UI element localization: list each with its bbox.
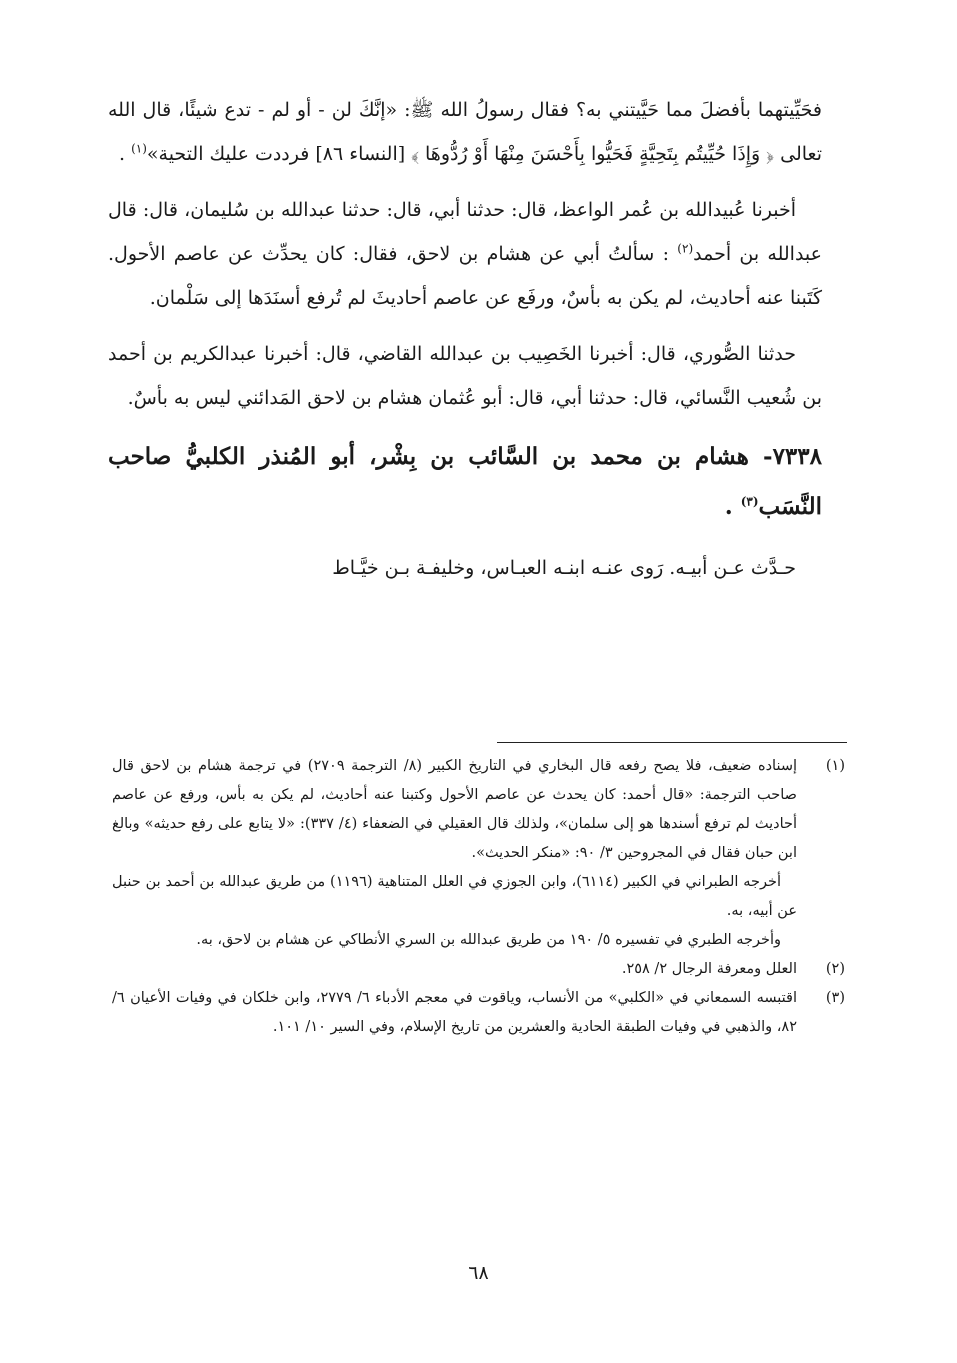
footnote-number: (٢)	[825, 961, 845, 977]
footnote-number: (١)	[825, 758, 845, 774]
footnote-2	[112, 955, 845, 984]
footnote-3	[112, 984, 845, 1042]
footnote-body	[112, 984, 797, 1042]
footnote-paragraph: وأخرجه الطبري في تفسيره ٥/ ١٩٠ من طريق عبدالله بن السري الأنطاكي عن هشام بن لاحق، به.	[196, 932, 781, 948]
footnote-separator	[497, 742, 847, 743]
paragraph-1-end: .	[118, 143, 132, 165]
footnote-ref-1[interactable]: (١)	[131, 141, 147, 156]
footnote-1	[112, 752, 845, 955]
paragraph-2-rest: : سألتُ أبي عن هشام بن لاحق، فقال: كان يحدِّث عن عاصم الأحول. كَتَبنا عنه أحاديث، لم يكن به بأسٌ، ورفَع عن عاصم أحاديثَ لم تُرفع أسنَدَها إلى سَلْمان.	[108, 243, 822, 309]
page-number: ٦٨	[468, 1262, 489, 1284]
paragraph-4-text: حـدَّث عـن أبيـه. رَوى عنـه ابنـه العبـاس، وخليفـة بـن خيَّـاط	[332, 557, 796, 579]
paragraph-2	[108, 188, 822, 320]
paragraph-3	[108, 332, 822, 420]
footnote-ref-3[interactable]: (٣)	[740, 494, 759, 509]
footnote-paragraph: إسناده ضعيف، فلا يصح رفعه قال البخاري في التاريخ الكبير (٨/ الترجمة ٢٧٠٩) في ترجمة هشام بن لاحق قال صاحب الترجمة: «قال أحمد: كان يحدث عن عاصم الأحول وكتبنا عنه أحاديث، لم يكن به بأس، ورفع عن عاصم أحاديث لم ترفع أسندها هو إلى سلمان»، ولذلك قال العقيلي في الضعفاء (٤/ ٣٣٧): «لا يتابع على رفع حديثه» وبالغ ابن حبان فقال في المجروحين ٣/ ٩٠: «منكر الحديث».	[112, 758, 798, 861]
main-text	[108, 88, 822, 590]
entry-title: هشام بن محمد بن السَّائب بن بِشْر، أبو المُنذر الكلبيُّ صاحب النَّسَب	[108, 443, 822, 520]
paragraph-1	[108, 88, 822, 176]
paragraph-2-text: أخبرنا عُبيدالله بن عُمر الواعظ، قال: حدثنا أبي، قال: حدثنا عبدالله بن سُليمان، قال: قال عبدالله بن أحمد	[108, 199, 822, 265]
footnote-body	[112, 955, 797, 984]
paragraph-3-text: حدثنا الصُّوري، قال: أخبرنا الخَصِيب بن عبدالله القاضي، قال: أخبرنا عبدالكريم بن أحمد بن شُعيب النَّسائي، قال: حدثنا أبي، قال: أبو عُثمان هشام بن لاحق المَدائني ليس به بأسٌ.	[108, 343, 822, 409]
entry-heading	[108, 432, 822, 532]
footnote-paragraph: أخرجه الطبراني في الكبير (٦١١٤)، وابن الجوزي في العلل المتناهية (١١٩٦) من طريق عبدالله بن أحمد بن حنبل عن أبيه، به.	[112, 874, 797, 919]
footnote-paragraph: اقتبسه السمعاني في «الكلبي» من الأنساب، وياقوت في معجم الأدباء ٦/ ٢٧٧٩، وابن خلكان في وفيات الأعيان ٦/ ٨٢، والذهبي في وفيات الطبقة الحادية والعشرين من تاريخ الإسلام، وفي السير ١٠/ ١٠١.	[112, 990, 797, 1035]
paragraph-1-text: فحَيِّيتهما بأفضلَ مما حَيَّيتني به؟ فقال رسولُ الله ﷺ: «إنَّكَ لن - أو لم - تدع شيئًا، قال الله تعالى ﴿ وَإِذَا حُيِّيتُم بِتَحِيَّةٍ فَحَيُّوا بِأَحْسَنَ مِنْهَا أَوْ رُدُّوهَا ﴾ [النساء ٨٦] فرددت عليك التحية»	[108, 99, 822, 165]
footnote-ref-2[interactable]: (٢)	[677, 241, 694, 256]
entry-heading-end: .	[724, 493, 741, 520]
paragraph-4	[108, 546, 822, 590]
footnote-body	[112, 752, 797, 955]
footnotes	[112, 752, 845, 1042]
entry-number: ٧٣٣٨-	[763, 443, 822, 470]
footnote-number: (٣)	[825, 990, 845, 1006]
footnote-paragraph: العلل ومعرفة الرجال ٢/ ٢٥٨.	[621, 961, 797, 977]
